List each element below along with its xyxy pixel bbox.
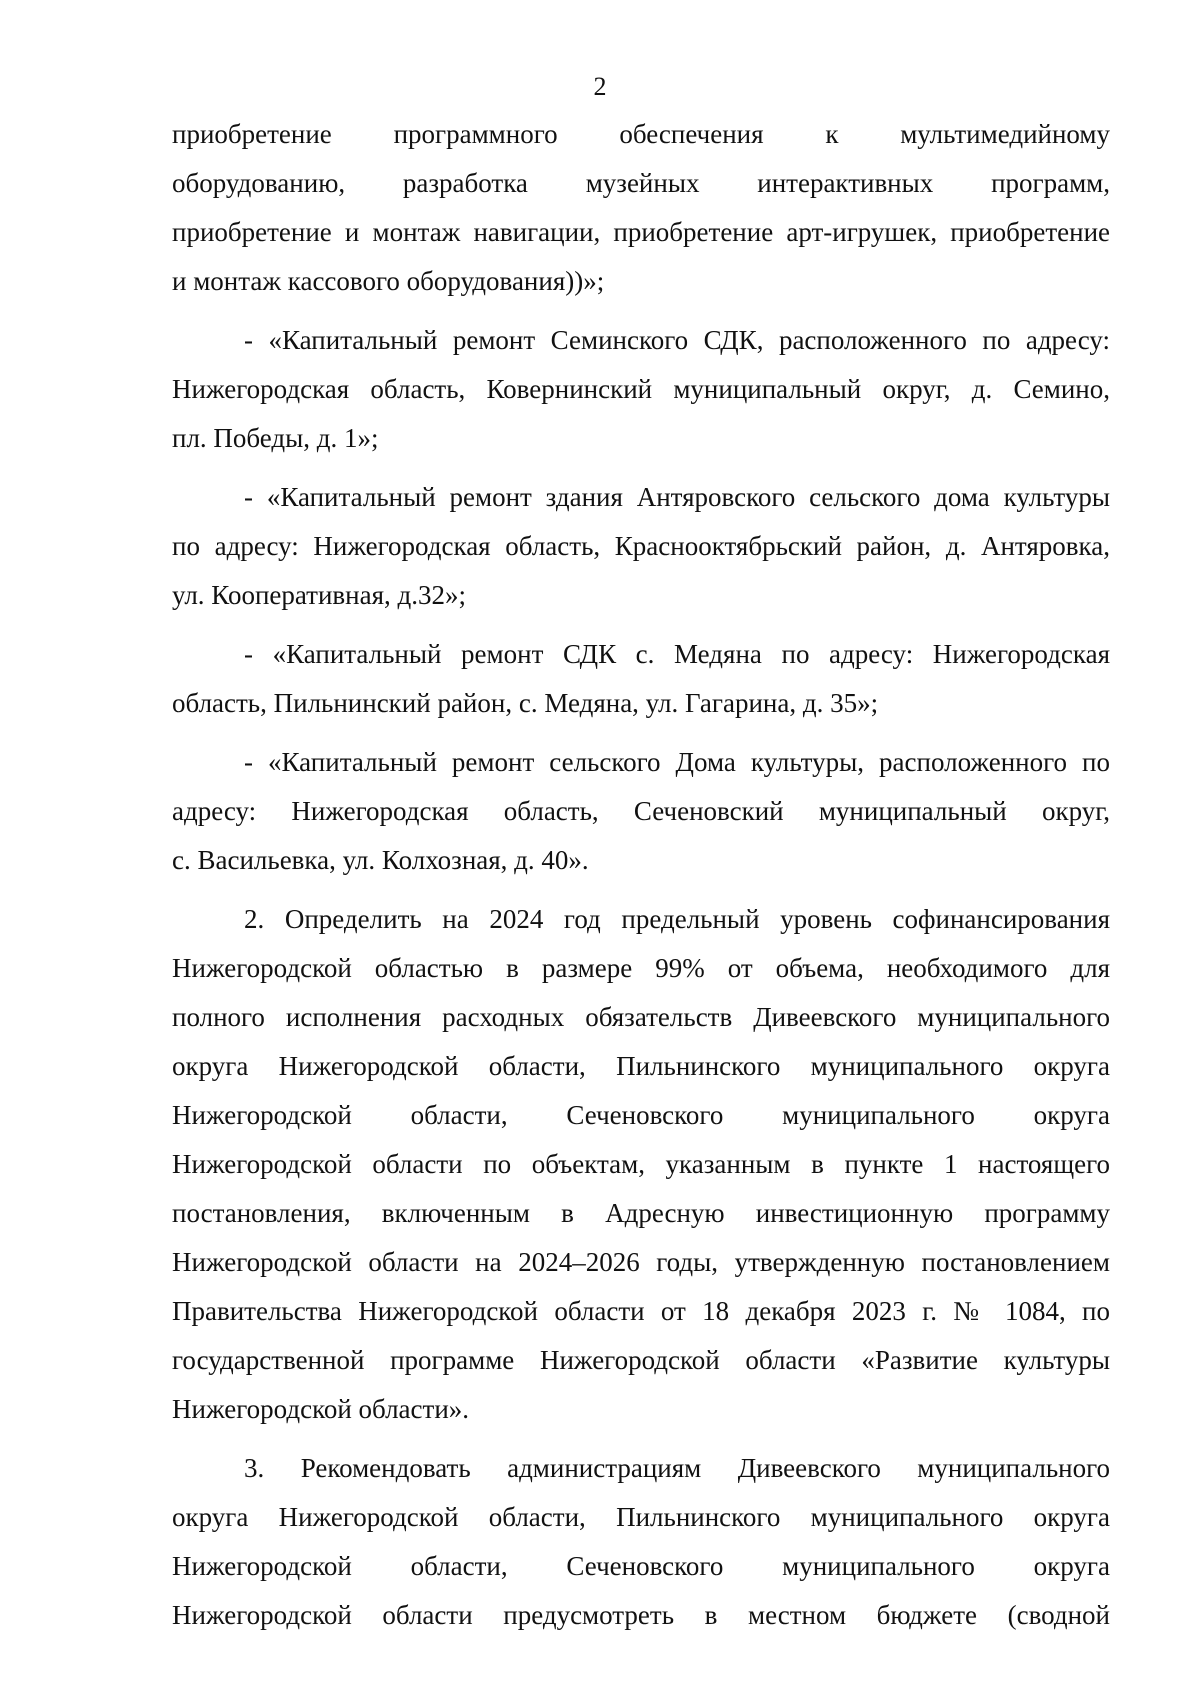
text-line: 3. Рекомендовать администрациям Дивеевского муниципального — [244, 1453, 1110, 1483]
paragraph — [172, 1444, 1110, 1640]
text-line: приобретение и монтаж навигации, приобретение арт-игрушек, приобретение — [172, 217, 1110, 247]
text-line: Нижегородская область, Ковернинский муниципальный округ, д. Семино, — [172, 374, 1110, 404]
text-line: округа Нижегородской области, Пильнинского муниципального округа — [172, 1502, 1110, 1532]
text-line: Нижегородской области». — [172, 1394, 470, 1424]
paragraph — [172, 110, 1110, 306]
text-line: Нижегородской области на 2024–2026 годы, утвержденную постановлением — [172, 1247, 1110, 1277]
text-line: округа Нижегородской области, Пильнинского муниципального округа — [172, 1051, 1110, 1081]
page-number: 2 — [593, 72, 607, 101]
text-line: Нижегородской области, Сеченовского муниципального округа — [172, 1551, 1110, 1581]
text-line: адресу: Нижегородская область, Сеченовский муниципальный округ, — [172, 796, 1110, 826]
text-line: Нижегородской областью в размере 99% от объема, необходимого для — [172, 953, 1110, 983]
text-line: - «Капитальный ремонт Семинского СДК, расположенного по адресу: — [244, 325, 1110, 355]
text-line: Правительства Нижегородской области от 18 декабря 2023 г. № 1084, по — [172, 1296, 1110, 1326]
text-line: оборудованию, разработка музейных интерактивных программ, — [172, 168, 1110, 198]
text-line: - «Капитальный ремонт СДК с. Медяна по адресу: Нижегородская — [244, 639, 1110, 669]
text-line: с. Васильевка, ул. Колхозная, д. 40». — [172, 845, 589, 875]
text-line: государственной программе Нижегородской области «Развитие культуры — [172, 1345, 1110, 1375]
document-body — [172, 110, 1110, 1640]
text-line: Нижегородской области по объектам, указанным в пункте 1 настоящего — [172, 1149, 1110, 1179]
text-line: полного исполнения расходных обязательств Дивеевского муниципального — [172, 1002, 1110, 1032]
paragraph — [172, 316, 1110, 463]
text-line: Нижегородской области предусмотреть в местном бюджете (сводной — [172, 1600, 1110, 1630]
text-line: 2. Определить на 2024 год предельный уровень софинансирования — [244, 904, 1110, 934]
text-line: и монтаж кассового оборудования))»; — [172, 266, 605, 296]
paragraph — [172, 738, 1110, 885]
text-line: область, Пильнинский район, с. Медяна, ул. Гагарина, д. 35»; — [172, 688, 879, 718]
text-line: постановления, включенным в Адресную инвестиционную программу — [172, 1198, 1110, 1228]
text-line: - «Капитальный ремонт здания Антяровского сельского дома культуры — [244, 482, 1110, 512]
text-line: пл. Победы, д. 1»; — [172, 423, 379, 453]
paragraph — [172, 895, 1110, 1434]
text-line: приобретение программного обеспечения к мультимедийному — [172, 119, 1110, 149]
paragraph — [172, 473, 1110, 620]
text-line: по адресу: Нижегородская область, Краснооктябрьский район, д. Антяровка, — [172, 531, 1110, 561]
text-line: ул. Кооперативная, д.32»; — [172, 580, 467, 610]
paragraph — [172, 630, 1110, 728]
text-line: Нижегородской области, Сеченовского муниципального округа — [172, 1100, 1110, 1130]
text-line: - «Капитальный ремонт сельского Дома культуры, расположенного по — [244, 747, 1110, 777]
